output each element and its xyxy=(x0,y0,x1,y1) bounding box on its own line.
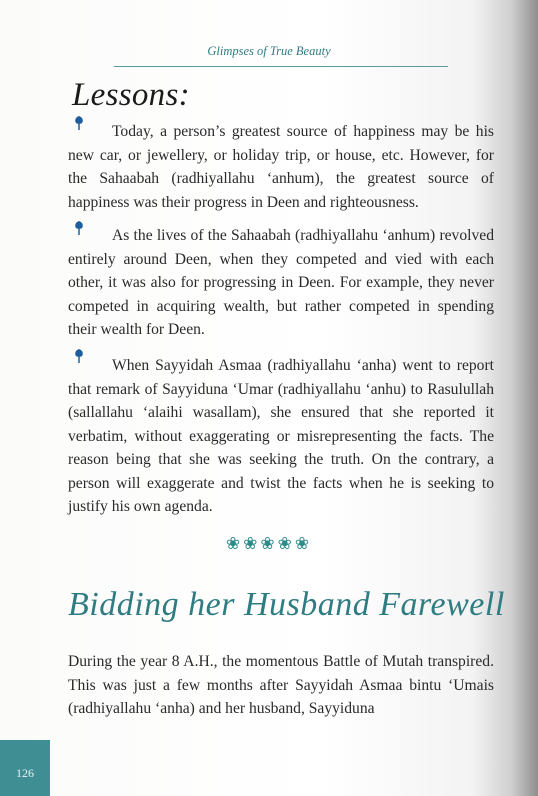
section-heading-lessons: Lessons: xyxy=(72,77,190,113)
chapter-heading: Bidding her Husband Farewell xyxy=(68,586,505,623)
flower-ornament-icon: ❀❀❀❀❀ xyxy=(225,534,313,554)
lesson-paragraph-2-text: As the lives of the Sahaabah (radhiyallahu ‘anhum) revolved entirely around Deen, when they competed and vied with each other, it was also for progressing in Deen. For example, they never competed in acquiring wealth, but rather competed in spending their wealth for Deen. xyxy=(68,227,494,338)
lesson-paragraph-3 xyxy=(68,354,494,519)
header-rule xyxy=(114,66,448,67)
page-number: 126 xyxy=(16,766,34,780)
lesson-paragraph-1-text: Today, a person’s greatest source of happiness may be his new car, or jewellery, or holiday trip, or house, etc. However, for the Sahaabah (radhiyallahu ‘anhum), the greatest source of happiness was their progress in Deen and righteousness. xyxy=(68,123,494,211)
chapter-paragraph: During the year 8 A.H., the momentous Battle of Mutah transpired. This was just a few months after Sayyidah Asmaa bintu ‘Umais (radhiyallahu ‘anha) and her husband, Sayyiduna xyxy=(68,653,494,717)
lesson-paragraph-3-text: When Sayyidah Asmaa (radhiyallahu ‘anha) went to report that remark of Sayyiduna ‘Umar (radhiyallahu ‘anhu) to Rasulullah (sallallahu ‘alaihi wasallam), she ensured that she reported it verbatim, without exaggerating or misrepresenting the facts. The reason being that she was seeking the truth. On the contrary, a person will exaggerate and twist the facts when he is seeking to justify his own agenda. xyxy=(68,357,494,515)
lesson-paragraph-2 xyxy=(68,224,494,342)
lesson-paragraph-1 xyxy=(68,120,494,214)
running-header: Glimpses of True Beauty xyxy=(207,44,331,58)
